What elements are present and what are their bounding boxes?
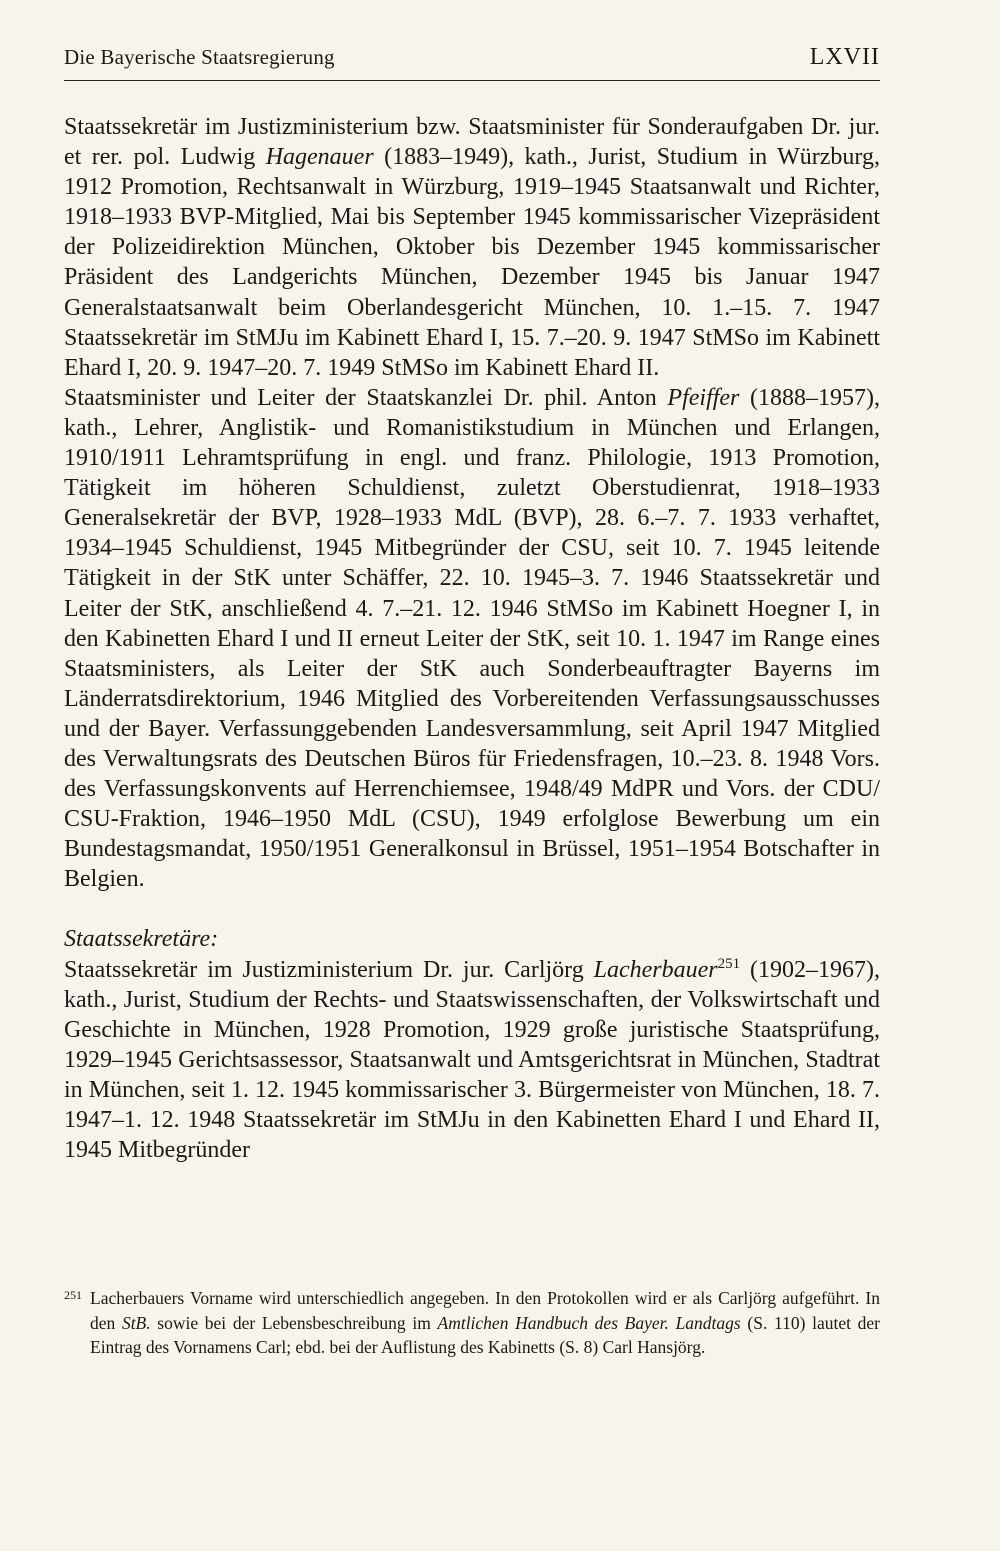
page-number: LXVII <box>809 44 880 70</box>
paragraph-hagenauer <box>64 112 880 383</box>
paragraph-text: Staatssekretär im Justizministerium Dr. jur. Carljörg <box>64 956 594 983</box>
running-head-title: Die Bayerische Staatsregierung <box>64 45 335 69</box>
footnote-text-part: Lacherbauers Vorname wird unterschiedlich angegeben. In den Protokollen wird er als Carljörg aufgeführt. In den <box>90 1288 880 1333</box>
main-text <box>64 112 880 1165</box>
section-heading: Staatssekretäre: <box>64 926 219 953</box>
person-name: Hagenauer <box>265 144 374 171</box>
header-rule <box>64 80 880 81</box>
footnote-italic: StB. <box>121 1312 151 1333</box>
paragraph-text: (1902–1967), kath., Jurist, Studium der Rechts- und Staatswissenschaften, der Volkswirtschaft und Geschichte in München, 1928 Promotion, 1929 große juristische Staatsprüfung, 1929–1945 Gerichtsassessor, Staatsanwalt und Amtsgerichtsrat in München, Stadtrat in München, seit 1. 12. 1945 kommissarischer 3. Bürgermeister von München, 18. 7. 1947–1. 12. 1948 Staatssekretär im StMJu in den Kabinetten Ehard I und Ehard II, 1945 Mitbegründer <box>64 956 881 1164</box>
paragraph-text: (1888–1957), kath., Lehrer, Anglistik- und Romanistikstudium in München und Erlangen, 1910/1911 Lehramtsprüfung in engl. und franz. Philologie, 1913 Promotion, Tätigkeit im höheren Schuldienst, zuletzt Oberstudienrat, 1918–1933 Generalsekretär der BVP, 1928–1933 MdL (BVP), 28. 6.–7. 7. 1933 verhaftet, 1934–1945 Schuldienst, 1945 Mitbegründer der CSU, seit 10. 7. 1945 leitende Tätigkeit in der StK unter Schäffer, 22. 10. 1945–3. 7. 1946 Staatssekretär und Leiter der StK, anschließend 4. 7.–21. 12. 1946 StMSo im Kabinett Hoegner I, in den Kabinetten Ehard I und II erneut Leiter der StK, seit 10. 1. 1947 im Range eines Staatsministers, als Leiter der StK auch Sonderbeauftragter Bayerns im Länderratsdirektorium, 1946 Mitglied des Vorbereitenden Verfassungsausschusses und der Bayer. Verfassunggebenden Landesversammlung, seit April 1947 Mitglied des Verwaltungsrats des Deutschen Büros für Friedensfragen, 10.–23. 8. 1948 Vors. des Verfassungskonvents auf Herrenchiemsee, 1948/49 MdPR und Vors. der CDU/ CSU-Fraktion, 1946–1950 MdL (CSU), 1949 erfolglose Bewerbung um ein Bundestagsmandat, 1950/1951 Generalkonsul in Brüssel, 1951–1954 Botschafter in Belgien. <box>64 384 880 893</box>
paragraph-text: (1883–1949), kath., Jurist, Studium in Würzburg, 1912 Promotion, Rechtsanwalt in Würzburg, 1919–1945 Staatsanwalt und Richter, 1918–1933 BVP-Mitglied, Mai bis September 1945 kommissarischer Vizepräsident der Polizeidirektion München, Oktober bis Dezember 1945 kommissarischer Präsident des Landgerichts München, Dezember 1945 bis Januar 1947 Generalstaatsanwalt beim Oberlandesgericht München, 10. 1.–15. 7. 1947 Staatssekretär im StMJu im Kabinett Ehard I, 15. 7.–20. 9. 1947 StMSo im Kabinett Ehard I, 20. 9. 1947–20. 7. 1949 StMSo im Kabinett Ehard II. <box>64 144 880 381</box>
paragraph-lacherbauer <box>64 955 880 1166</box>
person-name: Pfeiffer <box>667 384 740 411</box>
paragraph-pfeiffer <box>64 383 880 895</box>
person-name: Lacherbauer <box>593 956 718 983</box>
footnote-text <box>90 1286 880 1360</box>
footnote-text-part: (S. 110) lautet der Eintrag des Vornamens Carl; ebd. bei der Auflistung des Kabinetts (S. 8) Carl Hansjörg. <box>90 1312 880 1358</box>
running-head <box>64 44 880 71</box>
paragraph-text: Staatsminister und Leiter der Staatskanzlei Dr. phil. Anton <box>64 384 668 411</box>
footnote-number: 251 <box>64 1288 82 1302</box>
footnote-251 <box>64 1286 880 1360</box>
footnote-text-part: sowie bei der Lebensbeschreibung im <box>150 1312 438 1333</box>
footnotes <box>64 1286 880 1360</box>
footnote-italic: Amtlichen Handbuch des Bayer. Landtags <box>437 1312 741 1333</box>
footnote-reference[interactable]: 251 <box>717 955 741 972</box>
paragraph-text: Staatssekretär im Justizministerium bzw. Staatsminister für Sonderaufgaben Dr. jur. et rer. pol. Ludwig <box>64 114 880 171</box>
